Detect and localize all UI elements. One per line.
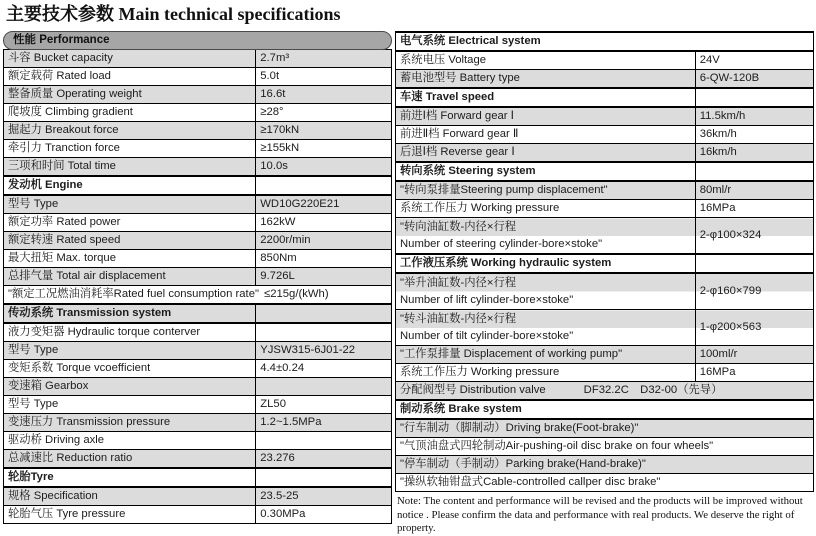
spec-label: 驱动桥 Driving axle	[4, 432, 256, 450]
spec-value	[256, 323, 392, 342]
spec-row	[396, 438, 814, 456]
section-title: 工作液压系统 Working hydraulic system	[396, 254, 696, 273]
spec-value: 6-QW-120B	[695, 70, 813, 89]
spec-value: WD10G220E21	[256, 195, 392, 214]
spec-value: 5.0t	[256, 68, 392, 86]
spec-value: 2.7m³	[256, 50, 392, 68]
spec-label	[396, 456, 814, 474]
spec-row	[4, 140, 392, 158]
spec-row	[4, 396, 392, 414]
spec-value: 1.2~1.5MPa	[256, 414, 392, 432]
spec-value: 11.5km/h	[695, 107, 813, 126]
spec-label-text: "气顶油盘式四轮制动Air-pushing-oil disc brake on four wheels"	[400, 440, 714, 453]
spec-value: 23.276	[256, 450, 392, 469]
spec-row	[4, 268, 392, 286]
spec-row	[396, 200, 814, 218]
spec-value: 9.726L	[256, 268, 392, 286]
right-spec-table	[395, 31, 814, 492]
spec-value: 162kW	[256, 214, 392, 232]
spec-label	[4, 286, 392, 305]
left-spec-table	[3, 49, 392, 524]
spec-value: 16.6t	[256, 86, 392, 104]
spec-row	[4, 323, 392, 342]
spec-label: 型号 Type	[4, 396, 256, 414]
section-header-row	[4, 176, 392, 195]
spec-label-text: 分配阀型号 Distribution valve	[400, 384, 546, 397]
spec-row	[396, 144, 814, 163]
spec-label: 额定转速 Rated speed	[4, 232, 256, 250]
spec-row	[396, 310, 814, 346]
spec-value: 2-φ160×799	[695, 273, 813, 310]
section-header-row	[396, 162, 814, 181]
spec-label: 规格 Specification	[4, 487, 256, 506]
section-header-row	[4, 304, 392, 323]
spec-label: 前进Ⅱ档 Forward gear Ⅱ	[396, 126, 696, 144]
spec-row	[396, 107, 814, 126]
spec-label-text: "行车制动（脚制动）Driving brake(Foot-brake)"	[400, 422, 639, 435]
two-column-layout	[3, 31, 814, 535]
section-title: 轮胎Tyre	[4, 468, 256, 487]
spec-row	[396, 456, 814, 474]
spec-row	[396, 218, 814, 255]
spec-label: 爬坡度 Climbing gradient	[4, 104, 256, 122]
spec-value: ≥155kN	[256, 140, 392, 158]
spec-row	[4, 195, 392, 214]
spec-value-text: DF32.2C D32-00（先导）	[583, 384, 723, 397]
spec-value: YJSW315-6J01-22	[256, 342, 392, 360]
spec-label	[396, 474, 814, 492]
systems-column	[395, 31, 814, 535]
spec-row	[4, 250, 392, 268]
spec-label: 牵引力 Tranction force	[4, 140, 256, 158]
spec-label: 变速箱 Gearbox	[4, 378, 256, 396]
spec-label: 总减速比 Reduction ratio	[4, 450, 256, 469]
spec-label-text: "操纵软轴钳盘式Cable-controlled callper disc brake"	[400, 476, 661, 489]
spec-row	[396, 126, 814, 144]
section-header-row	[4, 468, 392, 487]
spec-label: "转向泵排量Steering pump displacement"	[396, 181, 696, 200]
spec-value	[256, 432, 392, 450]
spec-value: ≥28°	[256, 104, 392, 122]
spec-value: 16MPa	[695, 364, 813, 382]
spec-value: 2200r/min	[256, 232, 392, 250]
performance-section-header: 性能 Performance	[3, 31, 392, 50]
spec-row	[4, 342, 392, 360]
spec-row	[4, 122, 392, 140]
spec-value: 80ml/r	[695, 181, 813, 200]
spec-label: 液力变矩器 Hydraulic torque conterver	[4, 323, 256, 342]
spec-label: 斗容 Bucket capacity	[4, 50, 256, 68]
spec-label: 变矩系数 Torque vcoefficient	[4, 360, 256, 378]
spec-label	[396, 382, 814, 401]
spec-value: 36km/h	[695, 126, 813, 144]
spec-label: "举升油缸数-内径×行程 Number of lift cylinder-bore×stoke"	[396, 273, 696, 310]
spec-label: 三项和时间 Total time	[4, 158, 256, 177]
spec-label: 整备质量 Operating weight	[4, 86, 256, 104]
spec-label: 后退Ⅰ档 Reverse gear Ⅰ	[396, 144, 696, 163]
spec-label-text: "停车制动（手制动）Parking brake(Hand-brake)"	[400, 458, 646, 471]
spec-label: 最大扭矩 Max. torque	[4, 250, 256, 268]
spec-row	[4, 104, 392, 122]
spec-row	[396, 419, 814, 438]
spec-row	[4, 232, 392, 250]
section-title: 转向系统 Steering system	[396, 162, 696, 181]
spec-value	[695, 254, 813, 273]
spec-row	[396, 273, 814, 310]
spec-row	[4, 214, 392, 232]
spec-value: ZL50	[256, 396, 392, 414]
spec-value: ≥170kN	[256, 122, 392, 140]
spec-row	[4, 450, 392, 469]
section-title: 制动系统 Brake system	[396, 400, 814, 419]
spec-label: "转斗油缸数-内径×行程 Number of tilt cylinder-bore×stoke"	[396, 310, 696, 346]
spec-label: 型号 Type	[4, 342, 256, 360]
spec-label: 前进Ⅰ档 Forward gear Ⅰ	[396, 107, 696, 126]
spec-label: 系统电压 Voltage	[396, 51, 696, 70]
spec-row	[4, 378, 392, 396]
spec-label-text: "额定工况燃油消耗率Rated fuel consumption rate"	[8, 288, 259, 301]
spec-value: 16km/h	[695, 144, 813, 163]
spec-value: 850Nm	[256, 250, 392, 268]
spec-value: 10.0s	[256, 158, 392, 177]
spec-label: 总排气量 Total air displacement	[4, 268, 256, 286]
spec-label: 型号 Type	[4, 195, 256, 214]
section-header-row	[396, 32, 814, 51]
spec-label: "工作泵排量 Displacement of working pump"	[396, 346, 696, 364]
page-title: 主要技术参数 Main technical specifications	[6, 4, 341, 24]
section-title: 车速 Travel speed	[396, 88, 696, 107]
spec-row	[4, 68, 392, 86]
spec-row	[396, 346, 814, 364]
spec-label: 蓄电池型号 Battery type	[396, 70, 696, 89]
spec-value	[695, 162, 813, 181]
spec-value: 23.5-25	[256, 487, 392, 506]
spec-row	[4, 432, 392, 450]
spec-row	[396, 181, 814, 200]
footnote: Note: The content and performance will be revised and the products will be improved without notice . Please confirm the data and performance with real products. We deserve the right of property.	[397, 495, 803, 535]
spec-row	[396, 474, 814, 492]
spec-row	[396, 51, 814, 70]
spec-value: 2-φ100×324	[695, 218, 813, 255]
spec-value: 1-φ200×563	[695, 310, 813, 346]
section-header-row	[396, 254, 814, 273]
spec-row	[4, 360, 392, 378]
section-title: 传动系统 Transmission system	[4, 304, 256, 323]
spec-value-text: ≤215g/(kWh)	[264, 288, 329, 301]
section-header-row	[396, 400, 814, 419]
spec-row	[396, 364, 814, 382]
spec-value	[256, 378, 392, 396]
spec-value	[695, 88, 813, 107]
spec-row	[4, 86, 392, 104]
spec-row	[396, 70, 814, 89]
spec-value: 16MPa	[695, 200, 813, 218]
spec-label: 变速压力 Transmission pressure	[4, 414, 256, 432]
spec-label: 系统工作压力 Working pressure	[396, 200, 696, 218]
spec-value: 24V	[695, 51, 813, 70]
performance-column	[3, 31, 392, 524]
spec-label: 系统工作压力 Working pressure	[396, 364, 696, 382]
section-title: 发动机 Engine	[4, 176, 256, 195]
spec-row	[4, 158, 392, 177]
spec-row	[396, 382, 814, 401]
section-header-row	[396, 88, 814, 107]
spec-label: 轮胎气压 Tyre pressure	[4, 506, 256, 524]
spec-label	[396, 438, 814, 456]
spec-value	[256, 468, 392, 487]
section-title: 电气系统 Electrical system	[396, 32, 814, 51]
spec-label	[396, 419, 814, 438]
spec-value	[256, 176, 392, 195]
spec-label: 掘起力 Breakout force	[4, 122, 256, 140]
spec-label: 额定载荷 Rated load	[4, 68, 256, 86]
spec-label: 额定功率 Rated power	[4, 214, 256, 232]
spec-value	[256, 304, 392, 323]
spec-label: "转向油缸数-内径×行程 Number of steering cylinder-bore×stoke"	[396, 218, 696, 255]
spec-row	[4, 414, 392, 432]
spec-value: 4.4±0.24	[256, 360, 392, 378]
spec-value: 100ml/r	[695, 346, 813, 364]
spec-row	[4, 286, 392, 305]
spec-row	[4, 50, 392, 68]
spec-row	[4, 506, 392, 524]
spec-row	[4, 487, 392, 506]
spec-value: 0.30MPa	[256, 506, 392, 524]
